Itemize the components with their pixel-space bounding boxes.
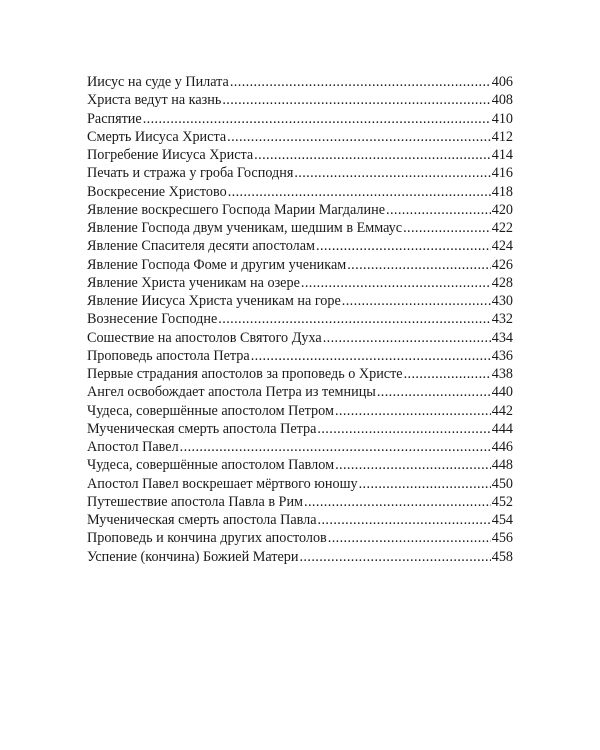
toc-dot-leader bbox=[317, 420, 490, 438]
toc-entry bbox=[87, 420, 513, 438]
toc-entry-title: Апостол Павел воскрешает мёртвого юношу bbox=[87, 475, 358, 492]
toc-dot-leader bbox=[342, 292, 491, 310]
toc-entry-page-number: 430 bbox=[491, 293, 513, 309]
toc-dot-leader bbox=[251, 347, 491, 365]
toc-entry-page-number: 424 bbox=[491, 238, 513, 255]
toc-dot-leader bbox=[316, 237, 491, 255]
toc-entry-title: Чудеса, совершённые апостолом Петром bbox=[87, 402, 334, 419]
toc-entry-page-number: 458 bbox=[491, 548, 513, 565]
toc-entry-title: Чудеса, совершённые апостолом Павлом bbox=[87, 457, 335, 474]
toc-entry bbox=[87, 365, 513, 383]
toc-dot-leader bbox=[222, 91, 490, 109]
toc-entry bbox=[87, 511, 513, 529]
toc-entry bbox=[87, 110, 513, 128]
toc-entry bbox=[87, 383, 513, 401]
toc-entry bbox=[87, 183, 513, 201]
toc-dot-leader bbox=[301, 274, 491, 292]
toc-dot-leader bbox=[404, 365, 491, 383]
toc-entry-page-number: 408 bbox=[491, 92, 513, 109]
toc-dot-leader bbox=[335, 456, 491, 474]
toc-dot-leader bbox=[180, 438, 491, 456]
toc-entry-page-number: 412 bbox=[491, 128, 513, 145]
toc-entry-page-number: 454 bbox=[491, 512, 513, 528]
toc-entry-page-number: 452 bbox=[491, 493, 513, 510]
toc-entry bbox=[87, 164, 513, 182]
toc-entry-page-number: 436 bbox=[491, 347, 513, 364]
toc-dot-leader bbox=[323, 329, 491, 347]
toc-entry-title: Смерть Иисуса Христа bbox=[87, 128, 227, 145]
toc-entry bbox=[87, 310, 513, 328]
toc-dot-leader bbox=[403, 219, 491, 237]
toc-entry-title: Мученическая смерть апостола Павла bbox=[87, 512, 317, 528]
toc-dot-leader bbox=[299, 548, 490, 566]
toc-entry bbox=[87, 292, 513, 310]
toc-entry-page-number: 438 bbox=[491, 366, 513, 382]
toc-entry bbox=[87, 237, 513, 255]
toc-entry bbox=[87, 529, 513, 547]
toc-entry-title: Вознесение Господне bbox=[87, 311, 218, 328]
toc-dot-leader bbox=[227, 128, 491, 146]
toc-entry bbox=[87, 402, 513, 420]
toc-entry bbox=[87, 548, 513, 566]
toc-entry-page-number: 448 bbox=[491, 457, 513, 474]
toc-dot-leader bbox=[359, 475, 491, 493]
toc-dot-leader bbox=[228, 183, 491, 201]
toc-entry bbox=[87, 146, 513, 164]
toc-entry-title: Первые страдания апостолов за проповедь о Христе bbox=[87, 366, 403, 382]
toc-entry-page-number: 444 bbox=[491, 420, 513, 437]
toc-entry-title: Распятие bbox=[87, 110, 142, 127]
toc-entry-page-number: 414 bbox=[491, 147, 513, 163]
table-of-contents bbox=[87, 73, 513, 566]
toc-entry bbox=[87, 91, 513, 109]
toc-dot-leader bbox=[230, 73, 491, 91]
toc-entry-title: Христа ведут на казнь bbox=[87, 92, 222, 109]
toc-entry-title: Явление Христа ученикам на озере bbox=[87, 274, 300, 291]
toc-entry-page-number: 456 bbox=[491, 530, 513, 547]
toc-entry-title: Печать и стража у гроба Господня bbox=[87, 165, 294, 182]
toc-entry-page-number: 418 bbox=[491, 183, 513, 200]
toc-entry-title: Мученическая смерть апостола Петра bbox=[87, 420, 317, 437]
toc-entry-title: Проповедь апостола Петра bbox=[87, 347, 250, 364]
toc-dot-leader bbox=[386, 201, 491, 219]
toc-entry-title: Сошествие на апостолов Святого Духа bbox=[87, 329, 322, 346]
toc-entry-page-number: 434 bbox=[491, 329, 513, 346]
toc-dot-leader bbox=[318, 511, 491, 529]
toc-entry-page-number: 440 bbox=[491, 384, 513, 401]
toc-entry-page-number: 442 bbox=[491, 402, 513, 419]
toc-dot-leader bbox=[254, 146, 491, 164]
toc-entry-title: Воскресение Христово bbox=[87, 183, 227, 200]
toc-dot-leader bbox=[328, 529, 491, 547]
toc-dot-leader bbox=[377, 383, 491, 401]
toc-entry bbox=[87, 274, 513, 292]
toc-entry bbox=[87, 493, 513, 511]
toc-entry-title: Явление Господа двум ученикам, шедшим в Еммаус bbox=[87, 220, 403, 236]
toc-entry bbox=[87, 201, 513, 219]
toc-entry-title: Явление воскресшего Господа Марии Магдалине bbox=[87, 201, 385, 218]
toc-entry-page-number: 406 bbox=[491, 74, 513, 90]
toc-entry bbox=[87, 73, 513, 91]
toc-entry-title: Успение (кончина) Божией Матери bbox=[87, 548, 299, 565]
toc-entry-page-number: 446 bbox=[491, 439, 513, 455]
toc-entry-title: Путешествие апостола Павла в Рим bbox=[87, 493, 304, 510]
toc-entry-title: Иисус на суде у Пилата bbox=[87, 74, 229, 90]
toc-entry-page-number: 428 bbox=[491, 274, 513, 291]
toc-entry-page-number: 450 bbox=[491, 475, 513, 492]
toc-entry bbox=[87, 329, 513, 347]
toc-dot-leader bbox=[143, 110, 491, 128]
toc-dot-leader bbox=[335, 402, 491, 420]
toc-entry-title: Апостол Павел bbox=[87, 439, 179, 455]
toc-entry-page-number: 416 bbox=[491, 165, 513, 182]
toc-dot-leader bbox=[347, 256, 490, 274]
toc-entry-page-number: 426 bbox=[491, 256, 513, 273]
toc-entry-page-number: 420 bbox=[491, 201, 513, 218]
toc-entry-title: Явление Господа Фоме и другим ученикам bbox=[87, 256, 347, 273]
toc-entry bbox=[87, 219, 513, 237]
toc-entry-title: Явление Спасителя десяти апостолам bbox=[87, 238, 316, 255]
toc-entry-title: Проповедь и кончина других апостолов bbox=[87, 530, 327, 547]
toc-entry bbox=[87, 475, 513, 493]
toc-entry-page-number: 422 bbox=[491, 220, 513, 236]
toc-entry-title: Погребение Иисуса Христа bbox=[87, 147, 254, 163]
toc-entry-page-number: 432 bbox=[491, 311, 513, 328]
toc-entry-title: Явление Иисуса Христа ученикам на горе bbox=[87, 293, 341, 309]
toc-entry bbox=[87, 438, 513, 456]
toc-entry bbox=[87, 128, 513, 146]
toc-entry bbox=[87, 456, 513, 474]
toc-dot-leader bbox=[294, 164, 490, 182]
toc-entry-page-number: 410 bbox=[491, 110, 513, 127]
toc-dot-leader bbox=[304, 493, 491, 511]
toc-entry bbox=[87, 256, 513, 274]
toc-entry bbox=[87, 347, 513, 365]
toc-dot-leader bbox=[218, 310, 490, 328]
toc-entry-title: Ангел освобождает апостола Петра из темницы bbox=[87, 384, 376, 401]
